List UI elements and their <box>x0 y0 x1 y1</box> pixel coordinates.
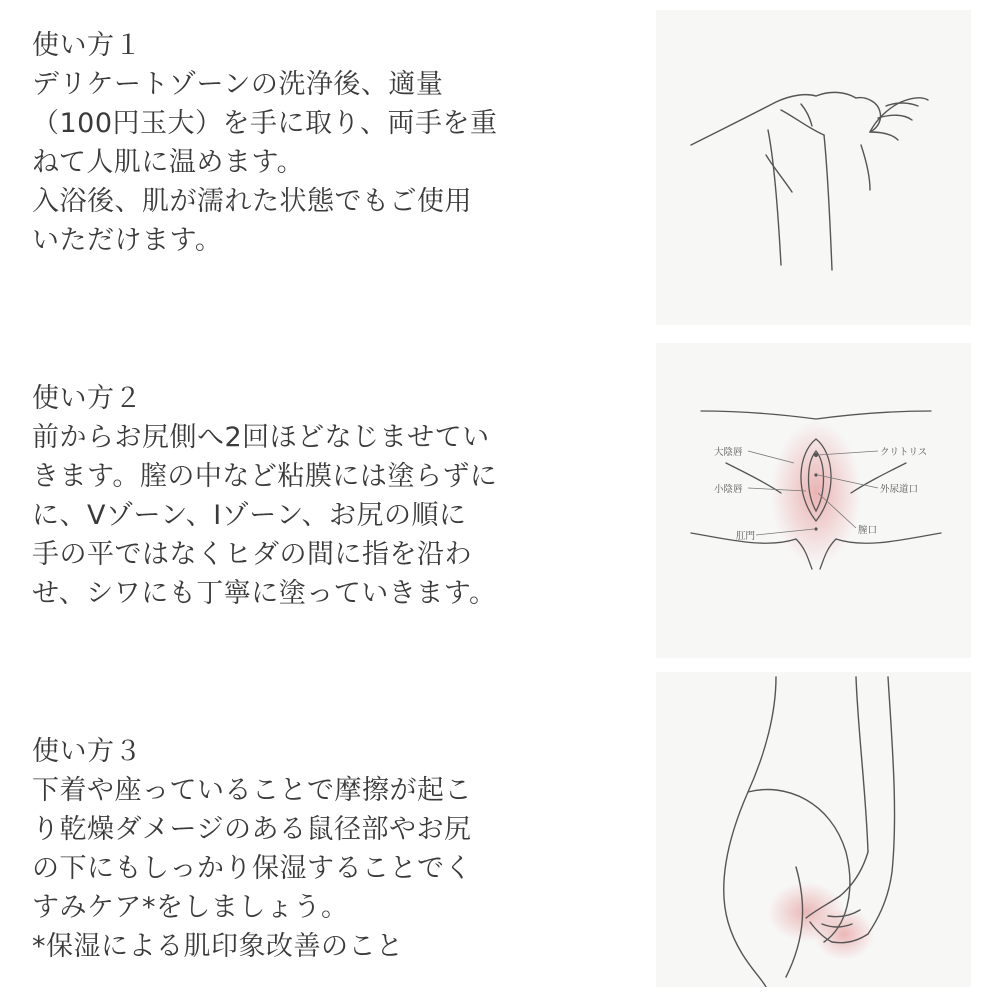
step-1-text <box>32 26 622 260</box>
step-1 <box>0 0 1000 333</box>
highlight-glow <box>771 421 861 565</box>
step-3-line-3: の下にもしっかり保湿することでく <box>32 853 472 884</box>
step-1-illustration-panel <box>656 10 971 325</box>
step-1-line-5: いただけます。 <box>32 225 223 256</box>
step-1-line-4: 入浴後、肌が濡れた状態でもご使用 <box>32 186 472 217</box>
step-3-line-1: 下着や座っていることで摩擦が起こ <box>32 775 472 806</box>
step-1-title: 使い方１ <box>32 30 142 61</box>
anatomy-diagram-illustration <box>656 343 971 658</box>
step-2-line-5: せ、シワにも丁寧に塗っていきます。 <box>32 578 497 609</box>
step-2-line-4: 手の平ではなくヒダの間に指を沿わ <box>32 539 472 570</box>
label-urethral-opening: 外尿道口 <box>880 484 919 495</box>
label-anus: 肛門 <box>736 531 756 542</box>
step-2-line-1: 前からお尻側へ2回ほどなじませてい <box>32 422 490 453</box>
step-3-title: 使い方３ <box>32 736 142 767</box>
step-2-line-3: に、Vゾーン、Iゾーン、お尻の順に <box>32 500 467 531</box>
step-2-line-2: きます。膣の中など粘膜には塗らずに <box>32 461 498 492</box>
step-1-line-2: （100円玉大）を手に取り、両手を重 <box>32 108 498 139</box>
label-outer-labia: 大陰唇 <box>714 447 743 458</box>
step-2-title: 使い方２ <box>32 383 142 414</box>
step-2-illustration-panel <box>656 343 971 658</box>
step-2 <box>0 333 1000 666</box>
step-3 <box>0 666 1000 999</box>
label-clitoris: クリトリス <box>880 447 928 458</box>
step-3-line-2: り乾燥ダメージのある鼠径部やお尻 <box>32 814 472 845</box>
step-3-line-4: すみケア*をしましょう。 <box>32 892 349 923</box>
hands-warming-illustration <box>656 10 971 325</box>
step-3-illustration-panel <box>656 672 971 987</box>
step-2-text <box>32 379 622 613</box>
step-1-line-3: ねて人肌に温めます。 <box>32 147 305 178</box>
label-inner-labia: 小陰唇 <box>714 484 743 495</box>
body-buttocks-illustration <box>656 672 971 987</box>
label-vaginal-opening: 膣口 <box>858 525 878 536</box>
step-1-line-1: デリケートゾーンの洗浄後、適量 <box>32 69 444 100</box>
step-3-text <box>32 732 622 966</box>
step-3-line-5: *保湿による肌印象改善のこと <box>32 931 404 962</box>
